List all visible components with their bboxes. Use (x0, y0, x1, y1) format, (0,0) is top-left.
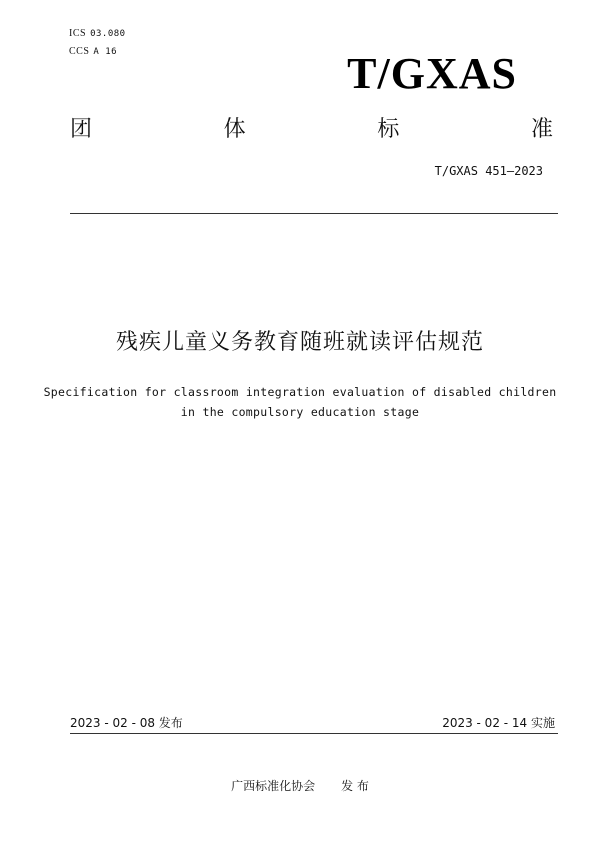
ccs-number: A 16 (93, 47, 118, 57)
english-title-line: Specification for classroom integration evaluation of disabled children (43, 385, 557, 399)
english-title-line: in the compulsory education stage (180, 405, 420, 419)
category-char: 标 (377, 117, 400, 142)
issuer-name: 广西标准化协会 (231, 779, 316, 793)
ccs-label: CCS (69, 46, 90, 57)
ics-number: 03.080 (90, 29, 126, 39)
standard-category (70, 116, 553, 144)
document-title-english (0, 382, 600, 422)
implement-date: 2023 - 02 - 14 实施 (442, 716, 555, 730)
bottom-divider (70, 733, 558, 734)
standard-number: T/GXAS 451—2023 (434, 164, 543, 178)
publish-date: 2023 - 02 - 08 发布 (70, 716, 183, 730)
standard-brand: T/GXAS (347, 49, 517, 98)
document-title-chinese: 残疾儿童义务教育随班就读评估规范 (115, 330, 484, 355)
ccs-code (69, 46, 117, 57)
top-divider (70, 213, 558, 214)
category-char: 团 (70, 117, 93, 142)
ics-label: ICS (69, 28, 87, 39)
issuer-line (0, 777, 600, 794)
category-char: 体 (223, 117, 246, 142)
category-char: 准 (530, 117, 553, 142)
issue-word: 发 布 (341, 779, 369, 793)
ics-code (69, 28, 126, 39)
